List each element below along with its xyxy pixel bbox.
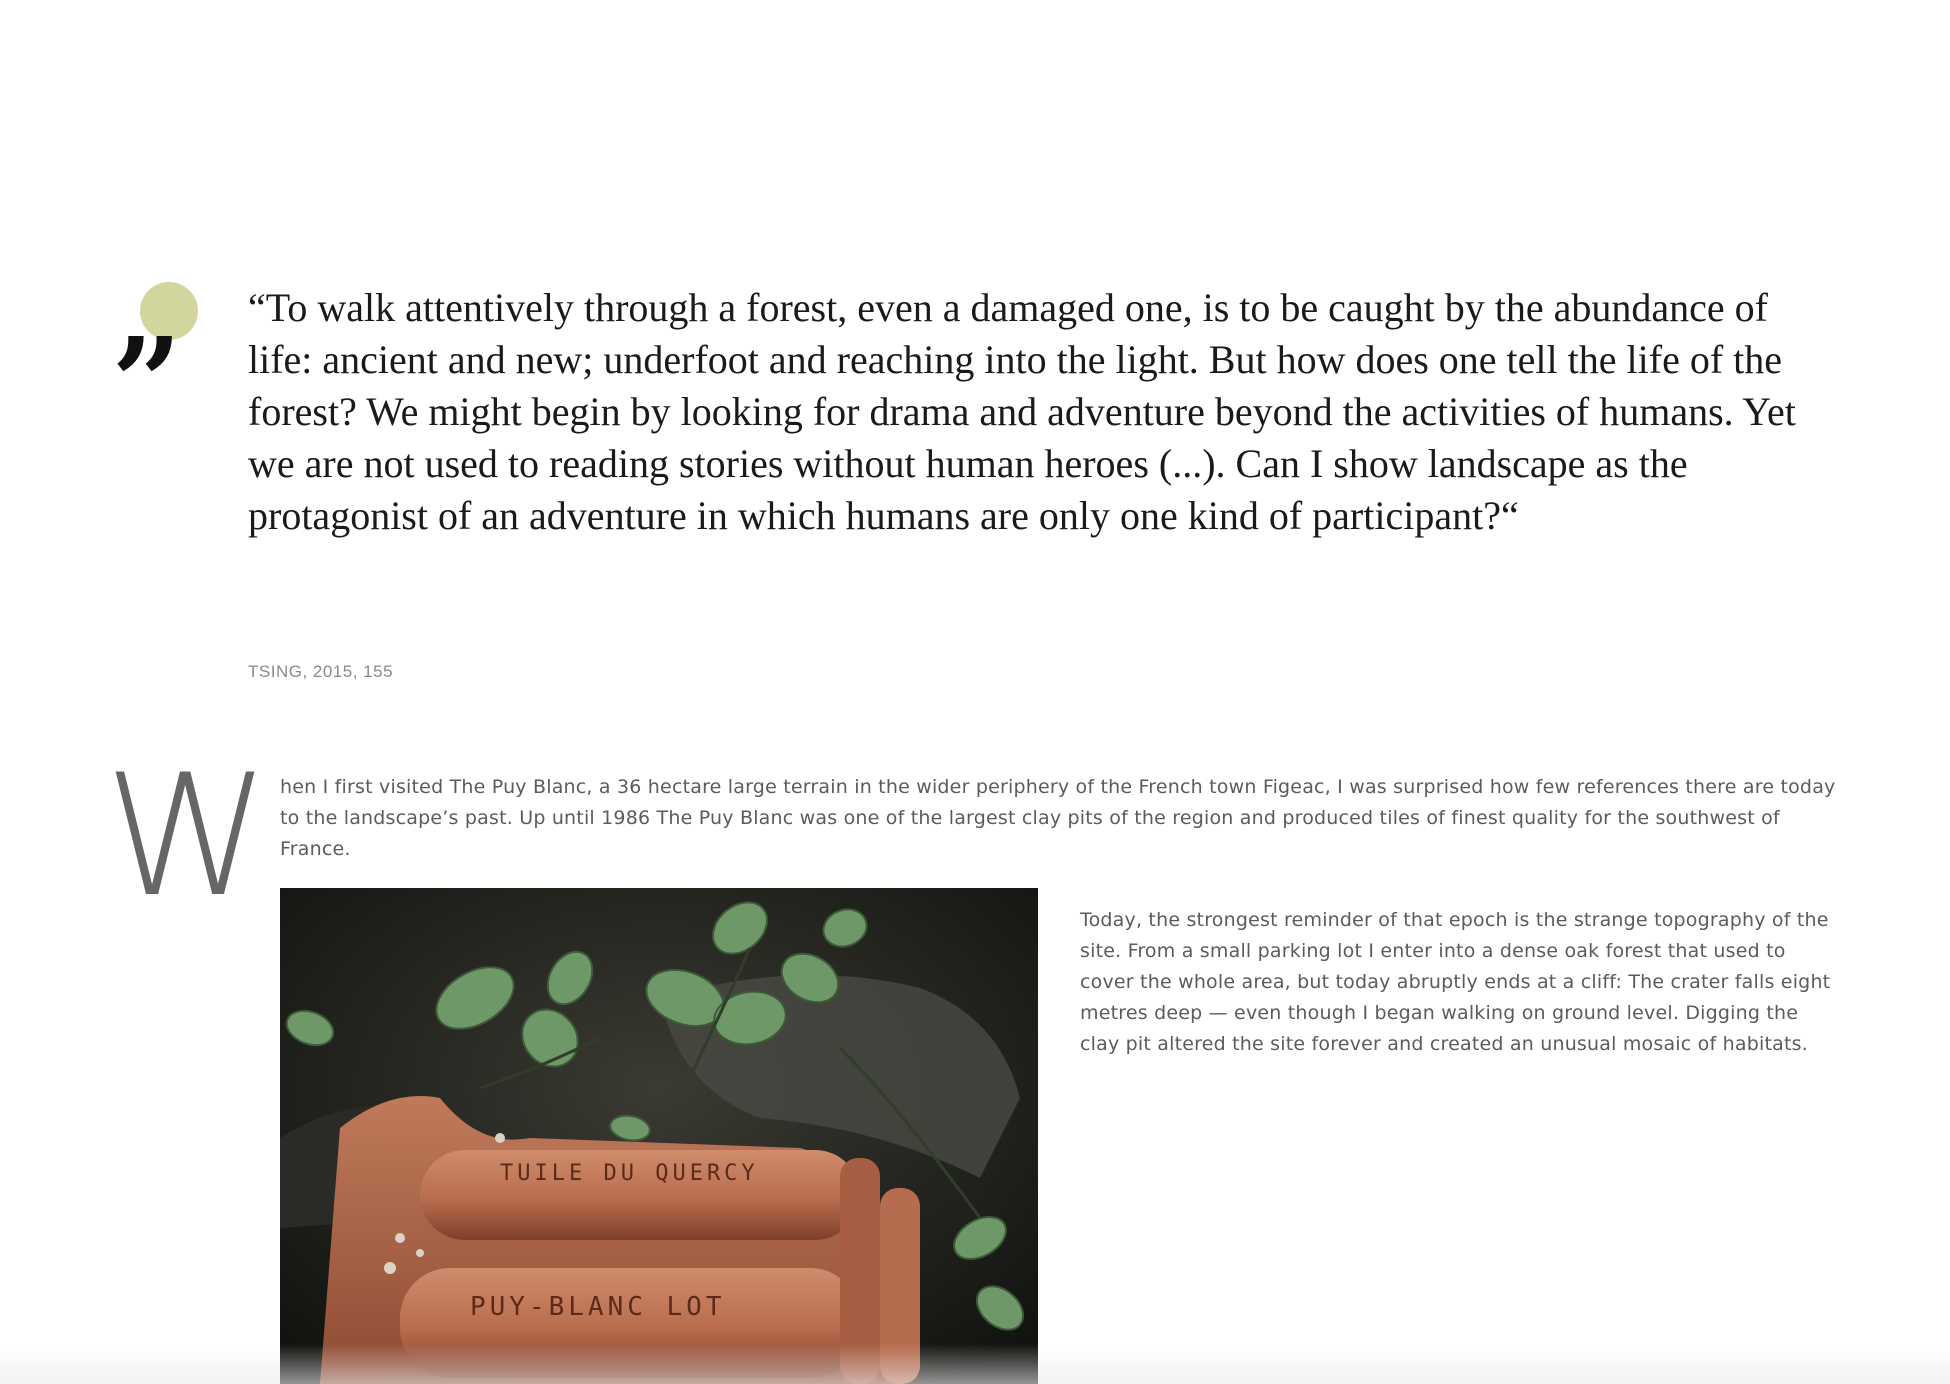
clay-tile-photo [280,888,1038,1384]
clay-tile-illustration [280,888,1038,1384]
tile-stamp-top: TUILE DU QUERCY [500,1161,759,1186]
tile-stamp-bottom: PUY-BLANC LOT [470,1292,726,1322]
quote-citation: TSING, 2015, 155 [248,662,394,681]
intro-paragraph: hen I first visited The Puy Blanc, a 36 hectare large terrain in the wider periphery of the French town Figeac, I was surprised how few references there are today to the landscape’s past. Up until 1986 The Puy Blanc was one of the largest clay pits of the region and produced tiles of finest quality for the southwest of France. [280,776,1836,860]
quote-mark-icon [112,250,212,379]
quote-glyph: ,, [116,250,173,379]
pull-quote: “To walk attentively through a forest, even a damaged one, is to be caught by the abundance of life: ancient and new; underfoot and reaching into the light. But how does one tell the life of the forest? We might begin by looking for drama and adventure beyond the activities of humans. Yet we are not used to reading stories without human heroes (...). Can I show landscape as the protagonist of an adventure in which humans are only one kind of participant?“ [248,285,1796,538]
drop-cap: W [104,738,271,934]
side-paragraph: Today, the strongest reminder of that epoch is the strange topography of the site. From a small parking lot I enter into a dense oak forest that used to cover the whole area, but today abruptly ends at a cliff: The crater falls eight metres deep — even though I began walking on ground level. Digging the clay pit altered the site forever and created an unusual mosaic of habitats. [1080,909,1831,1055]
